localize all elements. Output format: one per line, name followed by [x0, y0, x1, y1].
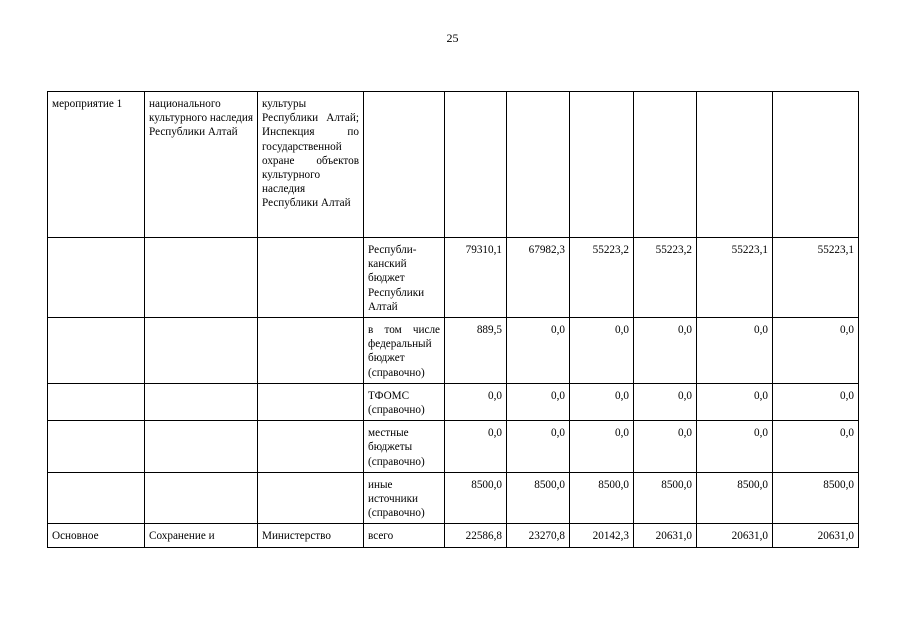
event-name-cell: Сохранение и — [145, 524, 258, 547]
value-cell: 0,0 — [697, 421, 773, 473]
table-row — [48, 318, 859, 384]
event-cell — [48, 383, 145, 420]
source-cell: Республи-канский бюджет Республики Алтай — [364, 238, 445, 318]
value-cell: 0,0 — [570, 318, 634, 384]
value-cell: 55223,1 — [773, 238, 859, 318]
value-cell: 0,0 — [773, 383, 859, 420]
executor-cell — [258, 238, 364, 318]
value-cell — [697, 92, 773, 238]
value-cell: 0,0 — [445, 421, 507, 473]
value-cell: 0,0 — [773, 421, 859, 473]
value-cell: 0,0 — [634, 383, 697, 420]
value-cell: 0,0 — [697, 318, 773, 384]
value-cell: 67982,3 — [507, 238, 570, 318]
value-cell: 8500,0 — [697, 472, 773, 524]
event-name-cell — [145, 238, 258, 318]
source-cell: иные источники (справочно) — [364, 472, 445, 524]
executor-cell: Министерство — [258, 524, 364, 547]
value-cell: 23270,8 — [507, 524, 570, 547]
budget-table — [47, 91, 859, 548]
table-row — [48, 524, 859, 547]
value-cell: 8500,0 — [773, 472, 859, 524]
event-cell: Основное — [48, 524, 145, 547]
value-cell: 8500,0 — [570, 472, 634, 524]
event-cell — [48, 421, 145, 473]
event-name-cell — [145, 472, 258, 524]
value-cell: 20631,0 — [634, 524, 697, 547]
executor-cell — [258, 383, 364, 420]
value-cell: 20631,0 — [697, 524, 773, 547]
event-name-cell — [145, 421, 258, 473]
source-cell: в том числе федеральный бюджет (справочно) — [364, 318, 445, 384]
value-cell — [634, 92, 697, 238]
value-cell — [570, 92, 634, 238]
value-cell: 55223,2 — [634, 238, 697, 318]
value-cell: 0,0 — [634, 318, 697, 384]
source-cell: всего — [364, 524, 445, 547]
value-cell: 0,0 — [507, 318, 570, 384]
table-row — [48, 472, 859, 524]
event-name-cell — [145, 383, 258, 420]
value-cell: 0,0 — [697, 383, 773, 420]
value-cell: 0,0 — [507, 421, 570, 473]
value-cell: 22586,8 — [445, 524, 507, 547]
value-cell: 55223,1 — [697, 238, 773, 318]
event-cell: мероприятие 1 — [48, 92, 145, 238]
value-cell: 0,0 — [445, 383, 507, 420]
value-cell: 8500,0 — [445, 472, 507, 524]
event-cell — [48, 238, 145, 318]
value-cell — [773, 92, 859, 238]
source-cell: местные бюджеты (справочно) — [364, 421, 445, 473]
executor-cell: культуры Республики Алтай; Инспекция по государственной охране объектов культурного наследия Республики Алтай — [258, 92, 364, 238]
table-row — [48, 92, 859, 238]
executor-cell — [258, 472, 364, 524]
value-cell — [507, 92, 570, 238]
table-row — [48, 421, 859, 473]
table-row — [48, 238, 859, 318]
value-cell: 55223,2 — [570, 238, 634, 318]
event-name-cell — [145, 318, 258, 384]
executor-cell — [258, 421, 364, 473]
value-cell: 0,0 — [773, 318, 859, 384]
executor-cell — [258, 318, 364, 384]
value-cell: 0,0 — [634, 421, 697, 473]
value-cell: 8500,0 — [634, 472, 697, 524]
value-cell: 0,0 — [570, 421, 634, 473]
value-cell: 20631,0 — [773, 524, 859, 547]
value-cell: 0,0 — [507, 383, 570, 420]
event-cell — [48, 318, 145, 384]
value-cell: 8500,0 — [507, 472, 570, 524]
value-cell: 889,5 — [445, 318, 507, 384]
value-cell: 79310,1 — [445, 238, 507, 318]
page-number: 25 — [446, 31, 459, 45]
table-row — [48, 383, 859, 420]
source-cell: ТФОМС (справочно) — [364, 383, 445, 420]
event-cell — [48, 472, 145, 524]
source-cell — [364, 92, 445, 238]
value-cell: 20142,3 — [570, 524, 634, 547]
event-name-cell: национального культурного наследия Республики Алтай — [145, 92, 258, 238]
value-cell: 0,0 — [570, 383, 634, 420]
value-cell — [445, 92, 507, 238]
